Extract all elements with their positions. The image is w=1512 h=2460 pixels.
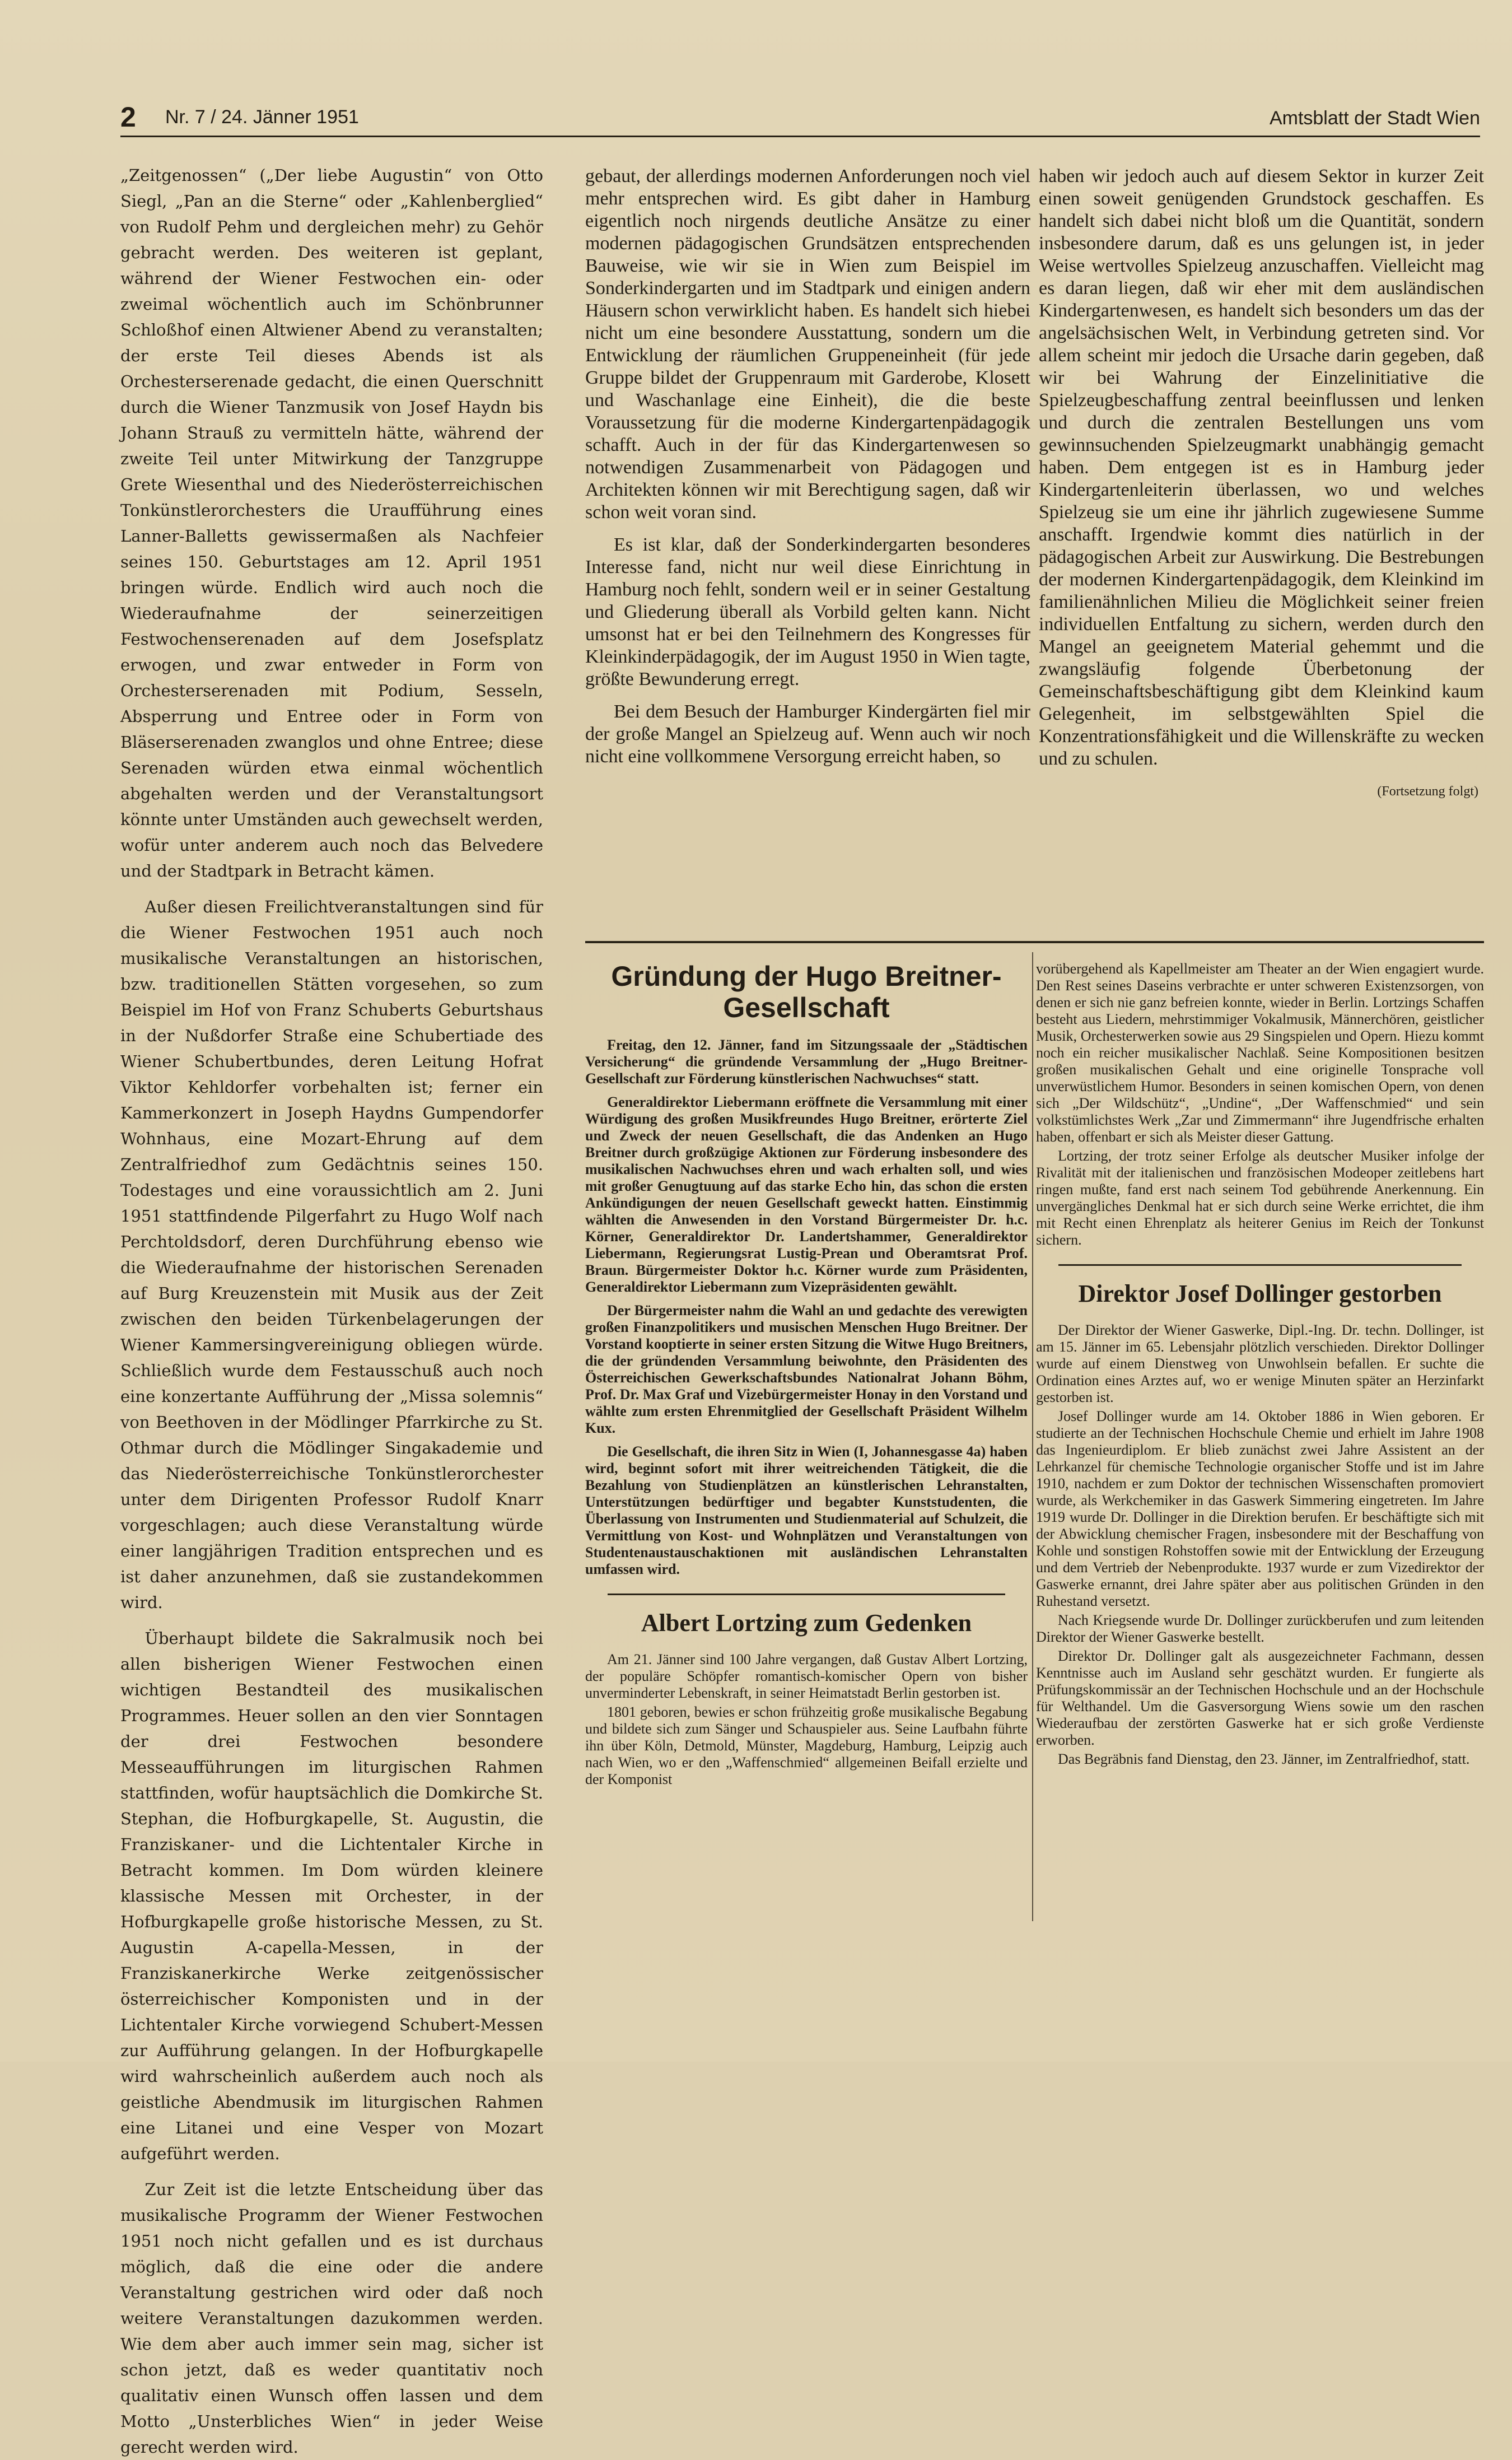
paragraph: Generaldirektor Liebermann eröffnete die Versammlung mit einer Würdigung des großen Musikfreundes Hugo Breitner, erörterte Ziel und Zweck der neuen Gesellschaft, die das Andenken an Hugo Breitner durch großzügige Aktionen zur Förderung insbesondere des musikalischen Nachwuchses ehren und wach erhalten soll, und wies mit großer Genugtuung auf das starke Echo hin, das schon die ersten Ankündigungen der neuen Gesellschaft geweckt hatten. Einstimmig wählten die Anwesenden in den Vorstand Bürgermeister Dr. h.c. Körner, Generaldirektor Dr. Landertshammer, Generaldirektor Liebermann, Regierungsrat Lustig-Prean und Oberamtsrat Prof. Braun. Bürgermeister Doktor h.c. Körner wurde zum Präsidenten, Generaldirektor Liebermann zum Vizepräsidenten gewählt.: [585, 1094, 1028, 1295]
paragraph: gebaut, der allerdings modernen Anforderungen noch viel mehr entsprechen wird. Es gibt daher in Hamburg eigentlich noch nirgends deutliche Ansätze zu einer modernen pädagogischen Grundsätzen entsprechenden Bauweise, wie wir sie in Wien zum Beispiel im Sonderkindergarten und im Stadtpark und einigen andern Häusern schon verwirklicht haben. Es handelt sich hiebei nicht um eine besondere Ausstattung, sondern um die Entwicklung der räumlichen Gruppeneinheit (für jede Gruppe bildet der Gruppenraum mit Garderobe, Klosett und Waschanlage eine Einheit), die die beste Voraussetzung für die moderne Kindergartenpädagogik schafft. Auch in der für das Kindergartenwesen so notwendigen Zusammenarbeit von Pädagogen und Architekten können wir mit Berechtigung sagen, daß wir schon weit voran sind.: [585, 166, 1030, 523]
paragraph: Freitag, den 12. Jänner, fand im Sitzungssaale der „Städtischen Versicherung“ die gründende Versammlung der „Hugo Breitner-Gesellschaft zur Förderung künstlerischen Nachwuchses“ statt.: [585, 1037, 1028, 1087]
headline-dollinger: Direktor Josef Dollinger gestorben: [1078, 1280, 1442, 1307]
section-divider: [585, 941, 1484, 943]
paragraph: „Zeitgenossen“ („Der liebe Augustin“ von Otto Siegl, „Pan an die Sterne“ oder „Kahlenberglied“ von Rudolf Pehm und dergleichen mehr) zu Gehör gebracht werden. Des weiteren ist geplant, während der Wiener Festwochen ein- oder zweimal wöchentlich auch im Schönbrunner Schloßhof einen Altwiener Abend zu veranstalten; der erste Teil dieses Abends ist als Orchesterserenade gedacht, die einen Querschnitt durch die Wiener Tanzmusik von Josef Haydn bis Johann Strauß zu vermitteln hätte, während der zweite Teil unter Mitwirkung der Tanzgruppe Grete Wiesenthal und des Niederösterreichischen Tonkünstlerorchesters die Uraufführung eines Lanner-Balletts gewissermaßen als Nachfeier seines 150. Geburtstages am 12. April 1951 bringen würde. Endlich wird auch noch die Wiederaufnahme der seinerzeitigen Festwochenserenaden auf dem Josefsplatz erwogen, und zwar entweder in Form von Orchesterserenaden mit Podium, Sesseln, Absperrung und Entree oder in Form von Bläserserenaden zwanglos und ohne Entree; diese Serenaden würden etwa einmal wöchentlich abgehalten werden und der Veranstaltungsort könnte unter Umständen auch gewechselt werden, wofür unter anderem auch noch das Belvedere und der Stadtpark in Betracht kämen.: [120, 166, 543, 880]
issue-info: Nr. 7 / 24. Jänner 1951: [165, 106, 359, 128]
headline-breitner: Gründung der Hugo Breitner-Gesellschaft: [611, 961, 1002, 1023]
article-rule: [608, 1594, 1005, 1595]
headline-lortzing: Albert Lortzing zum Gedenken: [641, 1609, 972, 1637]
paragraph: Das Begräbnis fand Dienstag, den 23. Jänner, im Zentralfriedhof, statt.: [1058, 1751, 1470, 1767]
publication-title: Amtsblatt der Stadt Wien: [1269, 108, 1480, 129]
column-divider: [1032, 952, 1033, 1921]
page-number: 2: [120, 101, 136, 133]
header-rule: [120, 136, 1480, 137]
paragraph: Direktor Dr. Dollinger galt als ausgezeichneter Fachmann, dessen Kenntnisse auch im Ausland sehr geschätzt wurden. Er fungierte als Prüfungskommissär an der Technischen Hochschule und an der Hochschule für Welthandel. Um die Gasversorgung Wiens sowie um den raschen Wiederaufbau der zerstörten Gaswerke hat er sich große Verdienste erworben.: [1036, 1648, 1484, 1748]
paragraph: Nach Kriegsende wurde Dr. Dollinger zurückberufen und zum leitenden Direktor der Wiener Gaswerke bestellt.: [1036, 1612, 1484, 1645]
paragraph: Am 21. Jänner sind 100 Jahre vergangen, daß Gustav Albert Lortzing, der populäre Schöpfer romantisch-komischer Opern von bisher unverminderter Lebenskraft, in seiner Heimatstadt Berlin gestorben ist.: [585, 1651, 1028, 1701]
paragraph: Überhaupt bildete die Sakralmusik noch bei allen bisherigen Wiener Festwochen einen wichtigen Bestandteil des musikalischen Programmes. Heuer sollen an den vier Sonntagen der drei Festwochen besondere Messeaufführungen im liturgischen Rahmen stattfinden, wofür hauptsächlich die Domkirche St. Stephan, die Hofburgkapelle, St. Augustin, die Franziskaner- und die Lichtentaler Kirche in Betracht kommen. Im Dom würden kleinere klassische Messen mit Orchester, in der Hofburgkapelle große historische Messen, zu St. Augustin A-capella-Messen, in der Franziskanerkirche Werke zeitgenössischer österreichischer Komponisten und in der Lichtentaler Kirche vorwiegend Schubert-Messen zur Aufführung gelangen. In der Hofburgkapelle wird wahrscheinlich außerdem auch noch als geistliche Abendmusik im liturgischen Rahmen eine Litanei und eine Vesper von Mozart aufgeführt werden.: [120, 1629, 543, 2163]
page-header: [120, 101, 1480, 140]
paragraph: Lortzing, der trotz seiner Erfolge als deutscher Musiker infolge der Rivalität mit der italienischen und französischen Modeoper zeitlebens hart ringen mußte, fand erst nach seinem Tod gebührende Anerkennung. Ein unvergängliches Denkmal hat er sich durch seine Werke errichtet, die ihm mit Recht einen Ehrenplatz als heiterer Genius im Reich der Tonkunst sichern.: [1036, 1148, 1484, 1248]
paragraph: Außer diesen Freilichtveranstaltungen sind für die Wiener Festwochen 1951 auch noch musikalische Veranstaltungen an historischen, bzw. traditionellen Stätten vorgesehen, so zum Beispiel im Hof von Franz Schuberts Geburtshaus in der Nußdorfer Straße eine Schubertiade des Wiener Schubertbundes, deren Leitung Hofrat Viktor Kehldorfer vorbehalten ist; ferner ein Kammerkonzert in Joseph Haydns Gumpendorfer Wohnhaus, eine Mozart-Ehrung auf dem Zentralfriedhof zum Gedächtnis seines 150. Todestages und eine voraussichtlich am 2. Juni 1951 stattfindende Pilgerfahrt zu Hugo Wolf nach Perchtoldsdorf, deren Durchführung ebenso wie die Wiederaufnahme der historischen Serenaden auf Burg Kreuzenstein mit Musik aus der Zeit zwischen den beiden Türkenbelagerungen der Wiener Kammersingvereinigung obliegen würde. Schließlich wurde dem Festausschuß auch noch eine konzertante Aufführung der „Missa solemnis“ von Beethoven in der Mödlinger Pfarrkirche zu St. Othmar durch die Mödlinger Singakademie und das Niederösterreichische Tonkünstlerorchester unter dem Dirigenten Professor Rudolf Knarr vorgeschlagen; auch diese Veranstaltung würde einer langjährigen Tradition entsprechen und es ist daher anzunehmen, daß sie zustandekommen wird.: [120, 897, 543, 1612]
column-festwochen: [120, 162, 543, 2457]
paragraph: Die Gesellschaft, die ihren Sitz in Wien (I, Johannesgasse 4a) haben wird, beginnt sofort mit ihrer weitreichenden Tätigkeit, die die Bezahlung von Studienplätzen an künstlerischen Lehranstalten, Unterstützungen bedürftiger und begabter Kunststudenten, die Überlassung von Instrumenten und Studienmaterial auf Schulzeit, die Vermittlung von Kost- und Wohnplätzen und Veranstaltungen von Studentenaustauschaktionen mit ausländischen Lehranstalten umfassen wird.: [585, 1443, 1028, 1577]
paragraph: Es ist klar, daß der Sonderkindergarten besonderes Interesse fand, nicht nur weil diese Einrichtung in Hamburg noch fehlt, sondern weil er in seiner Gestaltung und Gliederung überall als Vorbild gelten kann. Nicht umsonst hat er bei den Teilnehmern des Kongresses für Kleinkinderpädagogik, der im August 1950 in Wien tagte, größte Bewunderung erregt.: [585, 534, 1030, 689]
paragraph: Der Bürgermeister nahm die Wahl an und gedachte des verewigten großen Finanzpolitikers und musischen Menschen Hugo Breitner. Der Vorstand kooptierte in seiner ersten Sitzung die Witwe Hugo Breitners, die der gründenden Versammlung beiwohnte, den Präsidenten des Österreichischen Gewerkschaftsbundes Nationalrat Johann Böhm, Prof. Dr. Max Graf und Vizebürgermeister Honay in den Vorstand und wählte zum ersten Ehrenmitglied der Gesellschaft Präsident Wilhelm Kux.: [585, 1302, 1028, 1436]
article-rule: [1058, 1264, 1462, 1266]
paragraph: Der Direktor der Wiener Gaswerke, Dipl.-Ing. Dr. techn. Dollinger, ist am 15. Jänner im 65. Lebensjahr plötzlich verschieden. Direktor Dollinger wurde auf einem Dienstweg von Unwohlsein befallen. Er suchte die Ordination eines Arztes auf, wo er wenige Minuten später an Herzinfarkt gestorben ist.: [1036, 1322, 1484, 1405]
continuation-note: (Fortsetzung folgt): [1377, 784, 1478, 799]
column-kindergarten-2: [1039, 165, 1484, 927]
column-lortzing-dollinger: [1036, 961, 1484, 1924]
paragraph: Zur Zeit ist die letzte Entscheidung über das musikalische Programm der Wiener Festwochen 1951 noch nicht gefallen und es ist durchaus möglich, daß die eine oder die andere Veranstaltung gestrichen wird oder daß noch weitere Veranstaltungen dazukommen werden. Wie dem aber auch immer sein mag, sicher ist schon jetzt, daß es weder quantitativ noch qualitativ einen Wunsch offen lassen und dem Motto „Unsterbliches Wien“ in jeder Weise gerecht werden wird.: [120, 2180, 543, 2457]
paragraph: Josef Dollinger wurde am 14. Oktober 1886 in Wien geboren. Er studierte an der Technischen Hochschule Chemie und erhielt im Jahre 1908 das Ingenieurdiplom. Er blieb zunächst zwei Jahre Assistent an der Lehrkanzel für chemische Technologie organischer Stoffe und ist im Jahre 1910, nachdem er zum Doktor der technischen Wissenschaften promoviert wurde, als Werkchemiker in das Gaswerk Simmering eingetreten. Im Jahre 1919 wurde Dr. Dollinger in die Direktion berufen. Er beschäftigte sich mit der Abwicklung chemischer Fragen, insbesondere mit der Beschaffung von Kohle und sonstigen Rohstoffen sowie mit der Entwicklung der Erzeugung und dem Vertrieb der Nebenprodukte. 1937 wurde er zum Vizedirektor der Gaswerke ernannt, drei Jahre später aber aus politischen Gründen in den Ruhestand versetzt.: [1036, 1408, 1484, 1609]
column-kindergarten-1: [585, 165, 1030, 888]
paragraph: vorübergehend als Kapellmeister am Theater an der Wien engagiert wurde. Den Rest seines Daseins verbrachte er unter schweren Existenzsorgen, von denen er sich nie ganz befreien konnte, wieder in Berlin. Lortzings Schaffen besteht aus Liedern, mehrstimmiger Vokalmusik, Männerchören, geistlicher Musik, Orchesterwerken sowie aus 29 Singspielen und Opern. Hiezu kommt noch ein reicher musikalischer Nachlaß. Seine Kompositionen besitzen großen musikalischen Gehalt und eine originelle Tonsprache voll unverwüstlichem Humor. Besonders in seinen komischen Opern, von denen sich „Der Wildschütz“, „Undine“, „Der Waffenschmied“ und sein volkstümlichstes Werk „Zar und Zimmermann“ ihre Jugendfrische erhalten haben, offenbart er sich als Meister dieser Gattung.: [1036, 961, 1484, 1145]
paragraph: 1801 geboren, bewies er schon frühzeitig große musikalische Begabung und bildete sich zum Sänger und Schauspieler aus. Seine Laufbahn führte ihn über Köln, Detmold, Münster, Magdeburg, Hamburg, Leipzig auch nach Wien, wo er den „Waffenschmied“ allgemeinen Beifall erzielte und der Komponist: [585, 1704, 1028, 1787]
column-breitner-lortzing: [585, 961, 1028, 1924]
paragraph: Bei dem Besuch der Hamburger Kindergärten fiel mir der große Mangel an Spielzeug auf. Wenn auch wir noch nicht eine vollkommene Versorgung erreicht haben, so: [585, 701, 1030, 767]
paragraph: haben wir jedoch auch auf diesem Sektor in kurzer Zeit einen soweit genügenden Grundstock geschaffen. Es handelt sich dabei nicht bloß um die Quantität, sondern insbesondere darum, daß es uns gelungen ist, in jeder Weise wertvolles Spielzeug anzuschaffen. Vielleicht mag es daran liegen, daß wir eher mit dem ausländischen Kindergartenwesen, es handelt sich besonders um das der angelsächsischen Welt, in Verbindung getreten sind. Vor allem scheint mir jedoch die Ursache darin gegeben, daß wir bei Wahrung der Einzelinitiative die Spielzeugbeschaffung zentral beeinflussen und lenken und durch die zentralen Bestellungen uns vom gewinnsuchenden Spielzeugmarkt unabhängig gemacht haben. Dem entgegen ist es in Hamburg jeder Kindergartenleiterin überlassen, wo und welches Spielzeug sie um eine ihr jährlich zugewiesene Summe anschafft. Irgendwie kommt dies natürlich in der pädagogischen Arbeit zur Auswirkung. Die Bestrebungen der modernen Kindergartenpädagogik, dem Kleinkind im familienähnlichen Milieu die Möglichkeit seiner freien individuellen Entfaltung zu sichern, werden durch den Mangel an geeignetem Material gehemmt und die zwangsläufig folgende Überbetonung der Gemeinschaftsbeschäftigung gibt dem Kleinkind kaum Gelegenheit, im selbstgewählten Spiel die Konzentrationsfähigkeit und die Willenskräfte zu wecken und zu schulen.: [1039, 166, 1484, 769]
